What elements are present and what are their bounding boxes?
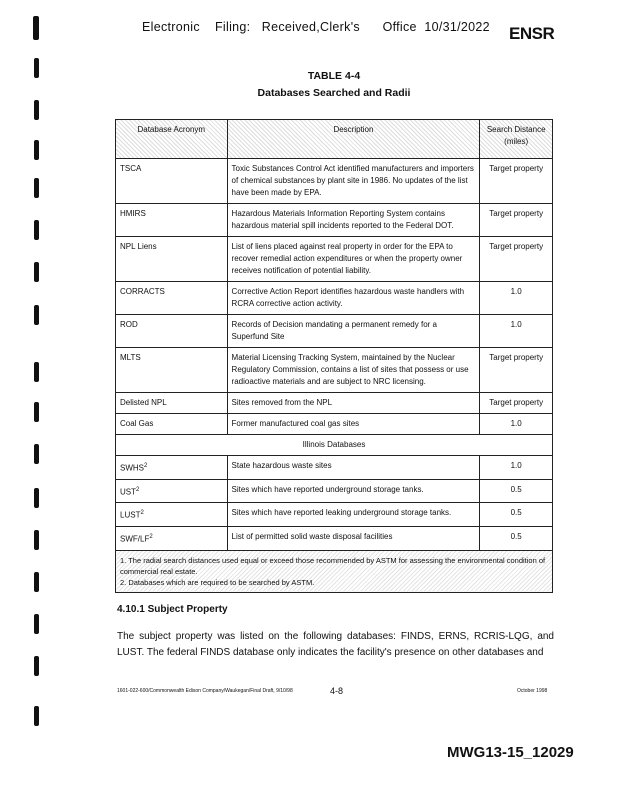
acronym-text: SWF/LF [120, 534, 150, 544]
table-row [116, 526, 553, 550]
page-number: 4-8 [330, 686, 344, 696]
acronym-cell: Delisted NPL [116, 393, 228, 414]
acronym-cell: HMIRS [116, 204, 228, 237]
footnote-ref: 2 [140, 510, 144, 517]
acronym-cell [116, 479, 228, 503]
description-cell: Sites removed from the NPL [227, 393, 480, 414]
description-cell: Hazardous Materials Information Reporting System contains hazardous material spill incidents reported to the Federal DOT. [227, 204, 480, 237]
distance-cell: 1.0 [480, 414, 553, 435]
binding-mark [34, 305, 39, 325]
table-row [116, 479, 553, 503]
description-cell: Material Licensing Tracking System, maintained by the Nuclear Regulatory Commission, contains a list of sites that possess or use radioactive materials and are subject to NRC licensing. [227, 348, 480, 393]
footnote-ref: 2 [136, 486, 140, 493]
table-row [116, 393, 553, 414]
table-row [116, 414, 553, 435]
footer-file-reference: 1601-022-600/Commonwealth Edison Company/Waukegan/Final Draft, 9/10/98 [117, 688, 293, 694]
acronym-cell: MLTS [116, 348, 228, 393]
description-cell: Former manufactured coal gas sites [227, 414, 480, 435]
table-row [116, 503, 553, 527]
table-row [116, 282, 553, 315]
table-row [116, 159, 553, 204]
table-row [116, 237, 553, 282]
table-notes [116, 550, 553, 592]
distance-cell: Target property [480, 348, 553, 393]
distance-cell: 0.5 [480, 479, 553, 503]
acronym-cell: TSCA [116, 159, 228, 204]
acronym-cell: Coal Gas [116, 414, 228, 435]
binding-mark [34, 530, 39, 550]
footnote-ref: 2 [149, 533, 153, 540]
filing-stamp: Electronic Filing: Received,Clerk's Office 10/31/2022 [142, 20, 490, 34]
databases-table [115, 119, 553, 593]
distance-cell: 0.5 [480, 503, 553, 527]
description-cell: Records of Decision mandating a permanent remedy for a Superfund Site [227, 315, 480, 348]
binding-mark [34, 706, 39, 726]
binding-mark [34, 402, 39, 422]
binding-mark [34, 100, 39, 120]
distance-cell: 1.0 [480, 315, 553, 348]
table-note: 2. Databases which are required to be searched by ASTM. [120, 577, 315, 587]
acronym-cell [116, 503, 228, 527]
description-cell: List of liens placed against real property in order for the EPA to recover remedial action expenditures or when the property owner receives notification of potential liability. [227, 237, 480, 282]
table-row [116, 315, 553, 348]
binding-mark [34, 140, 39, 160]
acronym-cell [116, 456, 228, 480]
binding-mark [34, 488, 39, 508]
binding-mark [34, 178, 39, 198]
binding-mark [34, 262, 39, 282]
description-cell: Corrective Action Report identifies hazardous waste handlers with RCRA corrective action activity. [227, 282, 480, 315]
binding-mark [33, 16, 39, 40]
illinois-databases-label: Illinois Databases [116, 435, 553, 456]
distance-cell: Target property [480, 393, 553, 414]
acronym-cell: NPL Liens [116, 237, 228, 282]
binding-mark [34, 220, 39, 240]
description-cell: Sites which have reported leaking underground storage tanks. [227, 503, 480, 527]
section-row [116, 435, 553, 456]
table-row [116, 456, 553, 480]
section-heading: 4.10.1 Subject Property [117, 604, 228, 615]
binding-mark [34, 614, 39, 634]
footer-date: October 1998 [517, 688, 548, 694]
binding-mark [34, 572, 39, 592]
description-cell: State hazardous waste sites [227, 456, 480, 480]
table-note: 1. The radial search distances used equal or exceed those recommended by ASTM for assessing the environmental condition of commercial real estate. [120, 555, 546, 576]
body-paragraph: The subject property was listed on the following databases: FINDS, ERNS, RCRIS-LQG, and LUST. The federal FINDS database only indicates the facility's presence on other databases and [117, 631, 554, 658]
distance-cell: Target property [480, 204, 553, 237]
column-header: Search Distance (miles) [480, 120, 553, 159]
binding-mark [34, 58, 39, 78]
column-header: Database Acronym [116, 120, 228, 159]
binding-mark [34, 362, 39, 382]
table-title-block [110, 70, 558, 99]
company-logo: ENSR [509, 24, 555, 43]
description-cell: Sites which have reported underground storage tanks. [227, 479, 480, 503]
table-row [116, 348, 553, 393]
acronym-text: LUST [120, 510, 141, 520]
table-header-row [116, 120, 553, 159]
acronym-cell [116, 526, 228, 550]
description-cell: Toxic Substances Control Act identified manufacturers and importers of chemical substances by plant site in 1986. No updates of the list have been made by EPA. [227, 159, 480, 204]
binding-mark [34, 656, 39, 676]
footnote-ref: 2 [144, 463, 148, 469]
distance-cell: Target property [480, 237, 553, 282]
acronym-cell: CORRACTS [116, 282, 228, 315]
description-cell: List of permitted solid waste disposal facilities [227, 526, 480, 550]
acronym-text: SWHS [120, 463, 144, 473]
table-row [116, 204, 553, 237]
acronym-cell: ROD [116, 315, 228, 348]
distance-cell: 0.5 [480, 526, 553, 550]
table-caption: Databases Searched and Radii [257, 87, 411, 99]
distance-cell: Target property [480, 159, 553, 204]
binding-mark [34, 444, 39, 464]
table-notes-row [116, 550, 553, 592]
distance-cell: 1.0 [480, 282, 553, 315]
document-id: MWG13-15_12029 [447, 744, 574, 761]
distance-cell: 1.0 [480, 456, 553, 480]
table-number: TABLE 4-4 [307, 70, 361, 82]
column-header: Description [227, 120, 480, 159]
acronym-text: UST [120, 487, 136, 497]
